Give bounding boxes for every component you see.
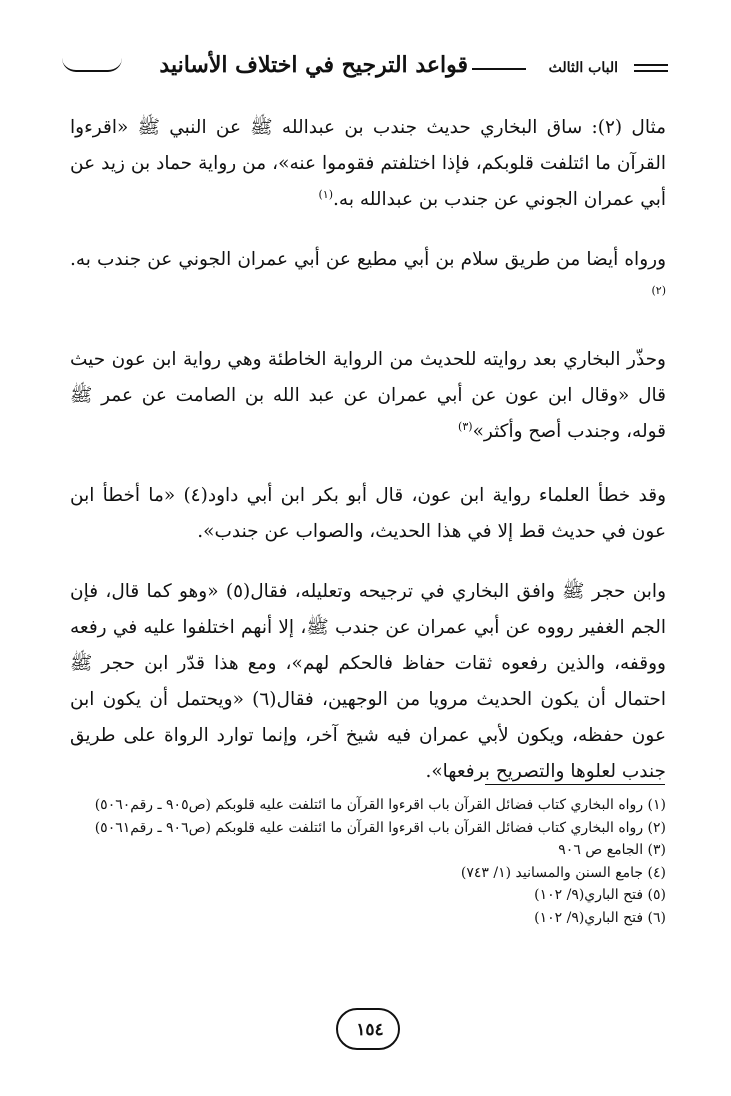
footnote-ref: (٢) xyxy=(651,283,666,297)
book-title: قواعد الترجيح في اختلاف الأسانيد xyxy=(159,52,468,78)
paragraph-text: وابن حجر ﷺ وافق البخاري في ترجيحه وتعليله، فقال(٥) «وهو كما قال، فإن الجم الغفير رووه عن أبي عمران عن جندب ﷺ، إلا أنهم اختلفوا عليه في رفعه ووقفه، والذين رفعوه ثقات حفاظ فالحكم لهم»، ومع هذا قدّر ابن حجر ﷺ احتمال أن يكون الحديث مرويا من الوجهين، فقال(٦) «ويحتمل أن يكون ابن عون حفظه، ويكون لأبي عمران فيه شيخ آخر، وإنما توارد الرواة على طريق جندب لعلوها والتصريح برفعها». xyxy=(70,581,666,782)
page-header xyxy=(62,48,668,88)
paragraph xyxy=(70,110,666,218)
footnote: (٥) فتح الباري(٩/ ١٠٢) xyxy=(534,887,666,903)
paragraph xyxy=(70,342,666,450)
main-text xyxy=(70,110,666,818)
paragraph-text: مثال (٢): ساق البخاري حديث جندب بن عبدالله ﷺ عن النبي ﷺ «اقرءوا القرآن ما ائتلفت قلوبكم، فإذا اختلفتم فقوموا عنه»، من رواية حماد بن زيد عن أبي عمران الجوني عن جندب بن عبدالله به. xyxy=(70,117,667,210)
paragraph-text: وحذّر البخاري بعد روايته للحديث من الرواية الخاطئة وهي رواية ابن عون حيث قال «وقال ابن عون عن أبي عمران عن عبد الله بن الصامت عن عمر ﷺ قوله، وجندب أصح وأكثر» xyxy=(70,349,666,442)
footnote: (٣) الجامع ص ٩٠٦ xyxy=(558,842,666,858)
footnote-ref: (٣) xyxy=(458,419,473,433)
footnote-divider xyxy=(485,784,665,785)
footnote: (٢) رواه البخاري كتاب فضائل القرآن باب اقرءوا القرآن ما ائتلفت عليه قلوبكم (ص٩٠٦ ـ رقم٥٠٦١) xyxy=(94,819,666,836)
chapter-title: الباب الثالث xyxy=(548,60,618,76)
paragraph xyxy=(70,478,666,550)
footnote: (٦) فتح الباري(٩/ ١٠٢) xyxy=(534,909,666,926)
footnote: (٤) جامع السنن والمسانيد (١/ ٧٤٣) xyxy=(460,864,666,881)
paragraph-text: وقد خطأ العلماء رواية ابن عون، قال أبو بكر ابن أبي داود(٤) «ما أخطأ ابن عون في حديث قط إلا في هذا الحديث، والصواب عن جندب». xyxy=(70,485,666,542)
header-rule xyxy=(634,64,668,66)
header-rule xyxy=(472,68,526,70)
header-rule xyxy=(634,70,668,72)
footnotes xyxy=(70,794,666,929)
paragraph xyxy=(70,574,666,790)
page-number: ١٥٤ xyxy=(356,1020,384,1040)
footnote: (١) رواه البخاري كتاب فضائل القرآن باب اقرءوا القرآن ما ائتلفت عليه قلوبكم (ص٩٠٥ ـ رقم٥٠٦٠) xyxy=(94,797,666,813)
paragraph-text: ورواه أيضا من طريق سلام بن أبي مطيع عن أبي عمران الجوني عن جندب به. xyxy=(70,249,666,270)
paragraph xyxy=(70,242,666,314)
footnote-ref: (١) xyxy=(318,187,334,201)
header-ornament xyxy=(62,58,122,72)
